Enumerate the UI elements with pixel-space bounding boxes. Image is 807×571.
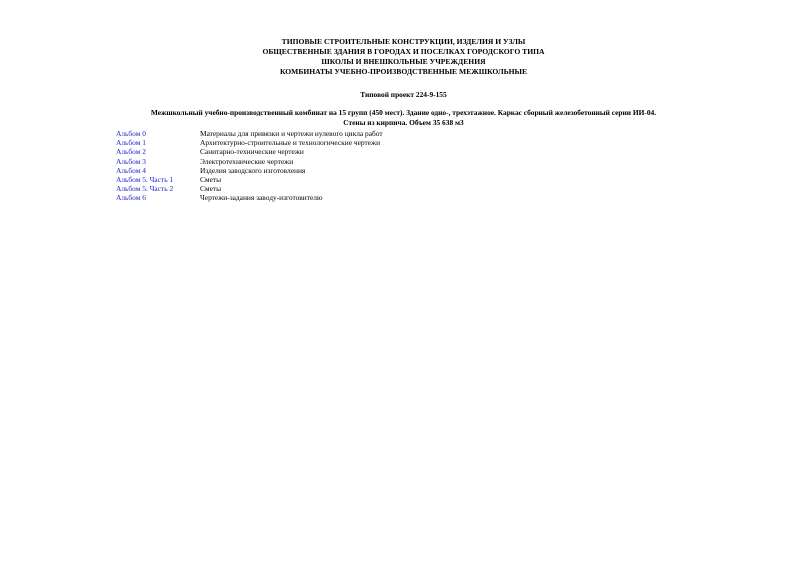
album-link[interactable]: Альбом 6 (116, 193, 146, 203)
album-row (116, 157, 616, 166)
album-row (116, 184, 616, 193)
header-line-3: ШКОЛЫ И ВНЕШКОЛЬНЫЕ УЧРЕЖДЕНИЯ (321, 57, 486, 66)
album-link[interactable]: Альбом 4 (116, 165, 146, 175)
album-link[interactable]: Альбом 2 (116, 147, 146, 157)
album-title: Сметы (200, 175, 222, 185)
project-code: Типовой проект 224-9-155 (360, 90, 447, 99)
album-link[interactable]: Альбом 1 (116, 138, 146, 148)
album-title: Электротехнические чертежи (200, 156, 294, 166)
album-row (116, 138, 616, 147)
album-title: Изделия заводского изготовления (200, 165, 306, 175)
album-title: Материалы для привязки и чертежи нулевого цикла работ (200, 129, 383, 138)
album-title: Сметы (200, 184, 222, 194)
header-line-2: ОБЩЕСТВЕННЫЕ ЗДАНИЯ В ГОРОДАХ И ПОСЕЛКАХ ГОРОДСКОГО ТИПА (262, 47, 545, 56)
header-line-4: КОМБИНАТЫ УЧЕБНО-ПРОИЗВОДСТВЕННЫЕ МЕЖШКОЛЬНЫЕ (279, 67, 528, 76)
document-header (0, 37, 807, 77)
album-link[interactable]: Альбом 5. Часть 2 (116, 184, 174, 194)
album-title: Санитарно-технические чертежи (200, 147, 304, 157)
album-title: Архитектурно-строительные и технологические чертежи (200, 138, 381, 148)
album-link[interactable]: Альбом 5. Часть 1 (116, 175, 174, 185)
album-row (116, 147, 616, 156)
album-list (116, 129, 616, 203)
album-title: Чертежи-задания заводу-изготовителю (200, 193, 323, 203)
project-description: Межшкольный учебно-производственный комбинат на 15 групп (450 мест). Здание одно-, трехэтажное. Каркас сборный железобетонный серии ИИ-04. Стены из кирпича. Объем 35 638 м3 (150, 108, 657, 127)
header-line-1: ТИПОВЫЕ СТРОИТЕЛЬНЫЕ КОНСТРУКЦИИ, ИЗДЕЛИЯ И УЗЛЫ (281, 37, 526, 46)
album-row (116, 175, 616, 184)
album-row (116, 193, 616, 202)
album-row (116, 129, 616, 138)
album-link[interactable]: Альбом 3 (116, 156, 146, 166)
album-link[interactable]: Альбом 0 (116, 129, 146, 138)
album-row (116, 166, 616, 175)
